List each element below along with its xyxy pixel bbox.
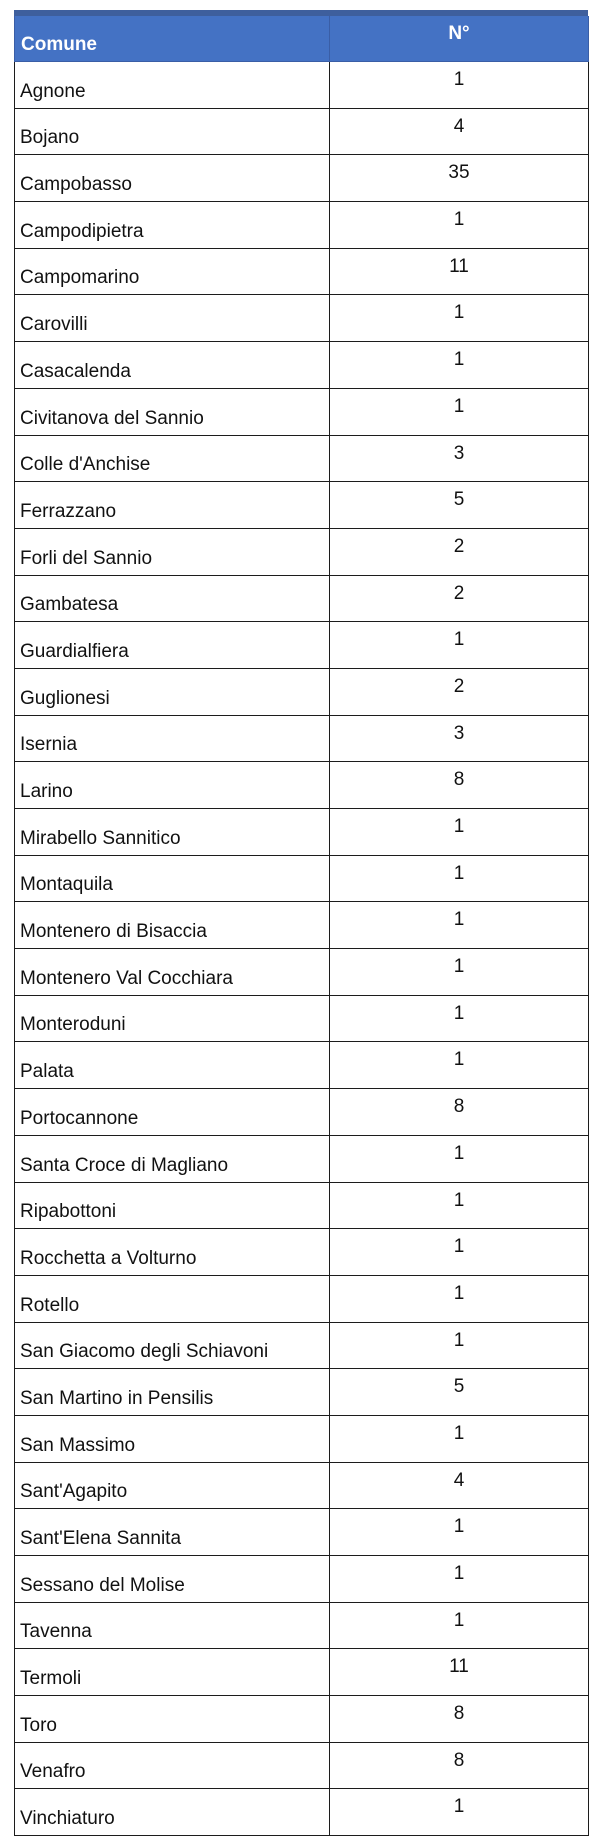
comune-name-cell: Mirabello Sannitico [15,809,330,856]
comune-count-cell: 1 [330,949,589,996]
comune-count-cell: 1 [330,809,589,856]
table-row [15,342,589,389]
table-row [15,1602,589,1649]
comune-name-cell: Vinchiaturo [15,1789,330,1836]
table-row [15,1789,589,1836]
table-row [15,155,589,202]
comune-name-cell: Palata [15,1042,330,1089]
comune-count-cell: 4 [330,108,589,155]
comune-name-cell: San Martino in Pensilis [15,1369,330,1416]
comune-count-cell: 1 [330,295,589,342]
table-row [15,1135,589,1182]
table-row [15,622,589,669]
table-row [15,715,589,762]
comune-count-cell: 2 [330,528,589,575]
comune-count-cell: 35 [330,155,589,202]
comune-name-cell: Sessano del Molise [15,1556,330,1603]
comune-count-cell: 11 [330,248,589,295]
comune-count-cell: 3 [330,435,589,482]
comune-name-cell: Agnone [15,62,330,109]
comune-name-cell: Casacalenda [15,342,330,389]
comune-count-cell: 1 [330,1602,589,1649]
comune-name-cell: Monteroduni [15,995,330,1042]
table-row [15,1556,589,1603]
comune-name-cell: Sant'Agapito [15,1462,330,1509]
comune-name-cell: Venafro [15,1742,330,1789]
comune-name-cell: Guardialfiera [15,622,330,669]
comune-name-cell: Sant'Elena Sannita [15,1509,330,1556]
comune-count-cell: 1 [330,855,589,902]
comune-name-cell: Tavenna [15,1602,330,1649]
comune-name-cell: Ferrazzano [15,482,330,529]
table-row [15,762,589,809]
comune-count-cell: 1 [330,202,589,249]
comune-count-cell: 3 [330,715,589,762]
comune-count-cell: 1 [330,1415,589,1462]
comune-count-cell: 1 [330,1322,589,1369]
comune-name-cell: Montenero Val Cocchiara [15,949,330,996]
table-row [15,248,589,295]
comune-count-cell: 4 [330,1462,589,1509]
table-row [15,809,589,856]
comune-name-cell: Rocchetta a Volturno [15,1229,330,1276]
table-row [15,1509,589,1556]
comune-name-cell: Ripabottoni [15,1182,330,1229]
comune-name-cell: Civitanova del Sannio [15,388,330,435]
table-row [15,855,589,902]
table-row [15,575,589,622]
table-row [15,108,589,155]
comune-count-cell: 5 [330,1369,589,1416]
comune-count-cell: 2 [330,575,589,622]
comune-count-cell: 1 [330,1556,589,1603]
comune-name-cell: Campobasso [15,155,330,202]
comune-count-cell: 5 [330,482,589,529]
comune-count-cell: 1 [330,902,589,949]
comune-name-cell: Portocannone [15,1089,330,1136]
table-row [15,295,589,342]
comune-name-cell: Montenero di Bisaccia [15,902,330,949]
table-body [15,62,589,1836]
comune-count-cell: 1 [330,1135,589,1182]
table-row [15,1649,589,1696]
table-row [15,1322,589,1369]
comune-count-cell: 1 [330,995,589,1042]
comune-count-cell: 1 [330,388,589,435]
comune-count-cell: 1 [330,1509,589,1556]
comune-name-cell: Guglionesi [15,668,330,715]
comune-count-cell: 1 [330,1182,589,1229]
comune-name-cell: Montaquila [15,855,330,902]
comune-count-cell: 8 [330,1742,589,1789]
comune-name-cell: Bojano [15,108,330,155]
table-row [15,62,589,109]
comune-count-cell: 1 [330,62,589,109]
comune-count-cell: 1 [330,342,589,389]
comune-name-cell: San Giacomo degli Schiavoni [15,1322,330,1369]
comune-count-cell: 8 [330,1089,589,1136]
table-row [15,902,589,949]
comune-count-cell: 2 [330,668,589,715]
comune-name-cell: Termoli [15,1649,330,1696]
comune-name-cell: Isernia [15,715,330,762]
comune-name-cell: Rotello [15,1275,330,1322]
table-row [15,949,589,996]
comune-count-cell: 11 [330,1649,589,1696]
table-row [15,388,589,435]
comune-name-cell: Campodipietra [15,202,330,249]
comune-count-cell: 1 [330,622,589,669]
comune-name-cell: Larino [15,762,330,809]
table-row [15,1415,589,1462]
comuni-table [14,16,589,1836]
table-row [15,435,589,482]
comune-name-cell: Toro [15,1696,330,1743]
table-row [15,482,589,529]
comune-count-cell: 1 [330,1275,589,1322]
table-row [15,1696,589,1743]
comune-count-cell: 8 [330,762,589,809]
table-row [15,1229,589,1276]
comune-count-cell: 1 [330,1042,589,1089]
comune-name-cell: Forli del Sannio [15,528,330,575]
comune-name-cell: Colle d'Anchise [15,435,330,482]
table-row [15,1275,589,1322]
table-row [15,668,589,715]
comune-name-cell: Campomarino [15,248,330,295]
table-row [15,1182,589,1229]
table-row [15,1742,589,1789]
header-row [15,16,589,62]
comune-name-cell: Carovilli [15,295,330,342]
header-comune: Comune [15,16,330,62]
comune-count-cell: 1 [330,1229,589,1276]
header-numero: N° [330,16,589,62]
comuni-table-container [14,10,588,1836]
comune-name-cell: Santa Croce di Magliano [15,1135,330,1182]
table-row [15,1369,589,1416]
table-row [15,202,589,249]
table-row [15,995,589,1042]
table-row [15,1042,589,1089]
comune-name-cell: San Massimo [15,1415,330,1462]
table-row [15,528,589,575]
comune-name-cell: Gambatesa [15,575,330,622]
table-row [15,1089,589,1136]
comune-count-cell: 1 [330,1789,589,1836]
table-row [15,1462,589,1509]
comune-count-cell: 8 [330,1696,589,1743]
